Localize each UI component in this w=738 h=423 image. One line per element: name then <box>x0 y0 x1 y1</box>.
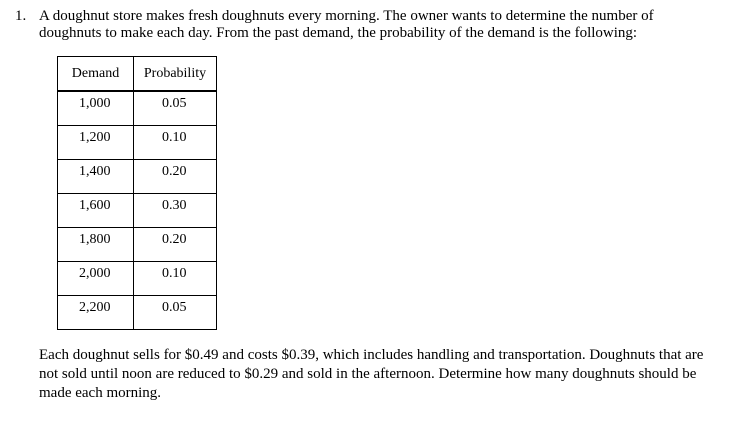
probability-value: 0.30 <box>162 198 187 213</box>
demand-cell <box>58 296 134 330</box>
demand-value: 1,600 <box>79 198 111 213</box>
question-body <box>39 346 729 403</box>
probability-value: 0.05 <box>162 96 187 111</box>
body-line: made each morning. <box>39 385 162 401</box>
probability-value: 0.10 <box>162 130 187 145</box>
demand-value: 1,400 <box>79 164 111 179</box>
demand-cell <box>58 228 134 262</box>
probability-cell <box>134 160 217 194</box>
demand-cell <box>58 91 134 126</box>
question-number: 1. <box>15 8 27 24</box>
probability-value: 0.20 <box>162 164 187 179</box>
intro-line: A doughnut store makes fresh doughnuts every morning. The owner wants to determine the number of <box>39 8 654 24</box>
header-probability: Probability <box>134 57 217 92</box>
probability-cell <box>134 262 217 296</box>
table-row <box>58 296 217 330</box>
demand-cell <box>58 126 134 160</box>
probability-value: 0.05 <box>162 300 187 315</box>
intro-line: doughnuts to make each day. From the past demand, the probability of the demand is the following: <box>39 25 638 41</box>
demand-cell <box>58 160 134 194</box>
probability-cell <box>134 126 217 160</box>
table-header-row <box>58 57 217 92</box>
probability-cell <box>134 194 217 228</box>
demand-cell <box>58 262 134 296</box>
demand-value: 1,800 <box>79 232 111 247</box>
table-row <box>58 262 217 296</box>
probability-cell <box>134 91 217 126</box>
table-row <box>58 91 217 126</box>
table-row <box>58 160 217 194</box>
demand-value: 2,200 <box>79 300 111 315</box>
table-row <box>58 228 217 262</box>
body-line: Each doughnut sells for $0.49 and costs $0.39, which includes handling and transportation. Doughnuts that are <box>39 347 704 363</box>
demand-value: 1,000 <box>79 96 111 111</box>
demand-probability-table <box>57 56 217 330</box>
probability-cell <box>134 296 217 330</box>
probability-value: 0.10 <box>162 266 187 281</box>
header-demand: Demand <box>58 57 134 92</box>
demand-value: 2,000 <box>79 266 111 281</box>
probability-cell <box>134 228 217 262</box>
demand-cell <box>58 194 134 228</box>
table-row <box>58 126 217 160</box>
table-row <box>58 194 217 228</box>
body-line: not sold until noon are reduced to $0.29 and sold in the afternoon. Determine how many doughnuts should be <box>39 366 697 382</box>
question-intro <box>39 8 719 42</box>
probability-value: 0.20 <box>162 232 187 247</box>
demand-value: 1,200 <box>79 130 111 145</box>
